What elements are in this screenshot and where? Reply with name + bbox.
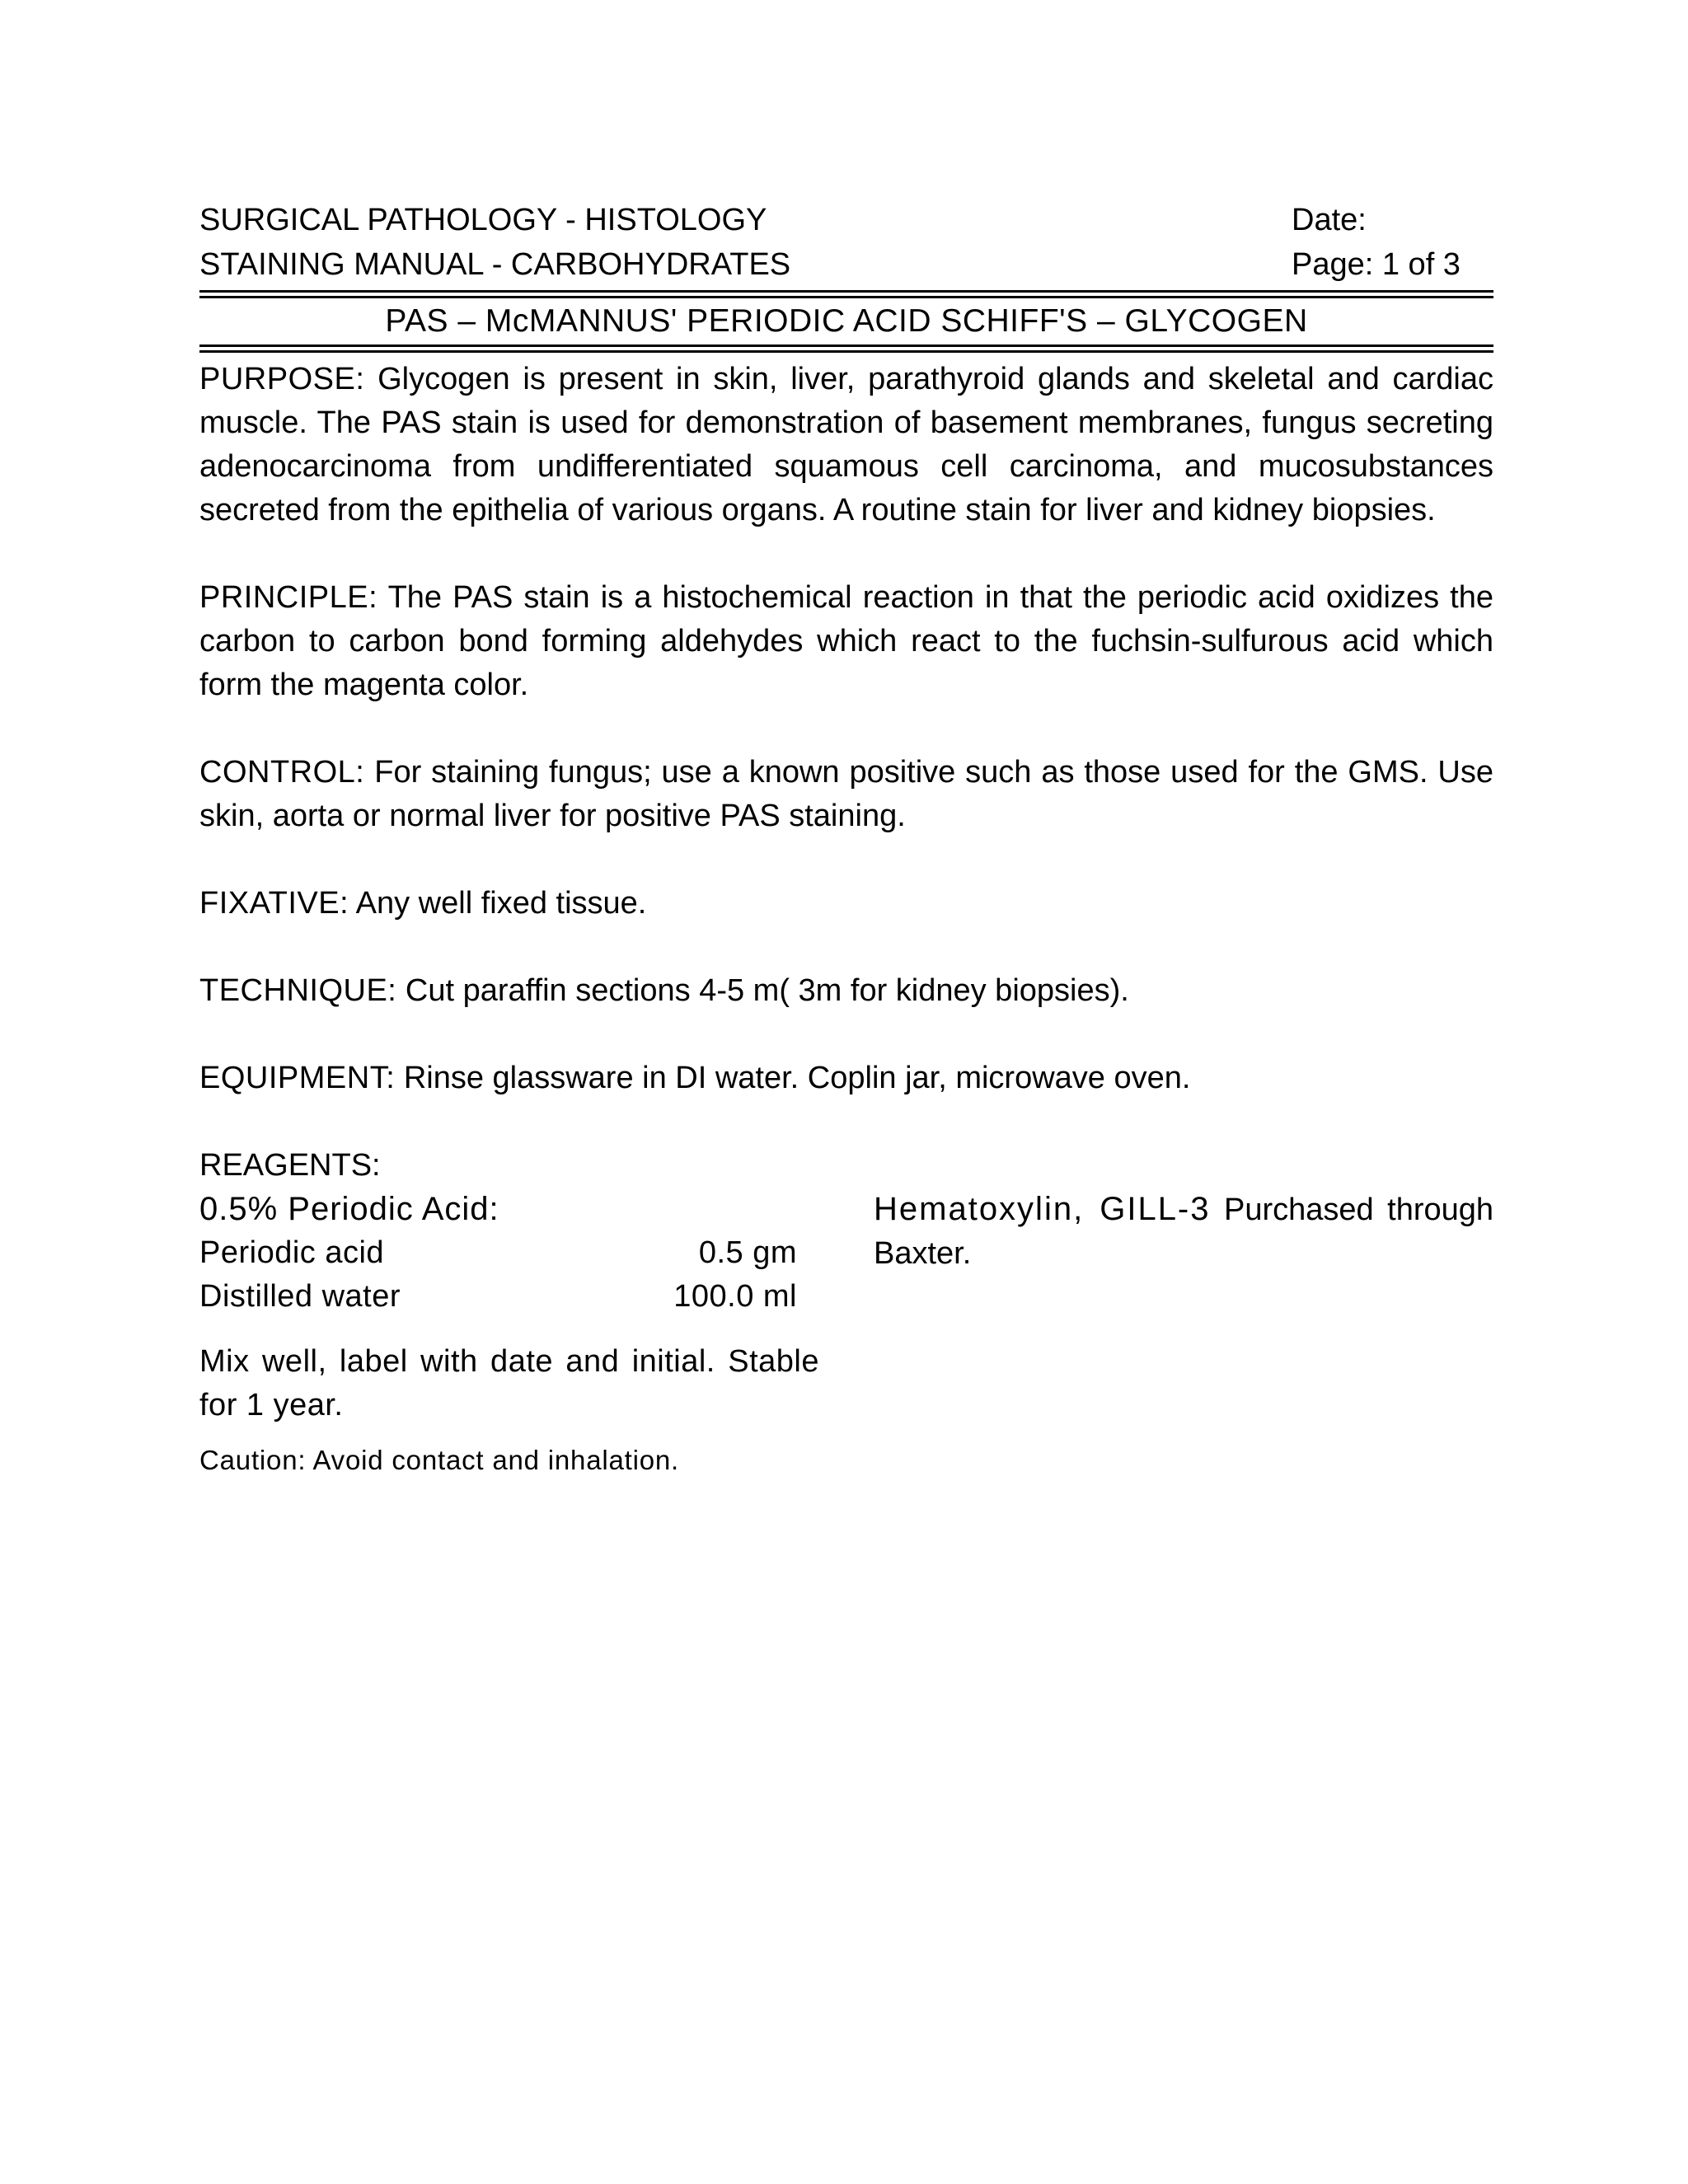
reagents-heading: REAGENTS: [199,1148,381,1183]
principle-text: The PAS stain is a histochemical reaction in that the periodic acid oxidizes the carbon to carbon bond forming aldehydes which react to the fuchsin-sulfurous acid which form the magenta color. [199,580,1494,702]
control-section [199,751,1493,838]
control-text: For staining fungus; use a known positive such as those used for the GMS. Use skin, aorta or normal liver for positive PAS staining. [199,755,1493,833]
periodic-acid-title: 0.5% Periodic Acid: [199,1191,499,1227]
control-label: CONTROL: [199,755,365,790]
principle-label: PRINCIPLE: [199,580,378,615]
title-top-rule [199,290,1493,298]
fixative-text: Any well fixed tissue. [355,886,647,921]
document-title: PAS – McMANNUS' PERIODIC ACID SCHIFF'S – GLYCOGEN [385,303,1308,339]
technique-label: TECHNIQUE: [199,973,397,1008]
equipment-label: EQUIPMENT: [199,1061,396,1095]
caution-note: Caution: Avoid contact and inhalation. [199,1445,680,1475]
hematoxylin-title: Hematoxylin, GILL-3 [874,1191,1211,1227]
hematoxylin-block [874,1188,1493,1276]
periodic-acid-reagent [199,1188,819,1479]
purpose-text: Glycogen is present in skin, liver, parathyroid glands and skeletal and cardiac muscle. The PAS stain is used for demonstration of basement membranes, fungus secreting adenocarcinoma from undifferentiated squamous cell carcinoma, and mucosubstances secreted from the epithelia of various organs. A routine stain for liver and kidney biopsies. [199,362,1493,527]
fixative-section [199,882,1493,926]
hematoxylin-reagent [874,1188,1493,1479]
reagent-name: Distilled water [199,1279,401,1314]
principle-section [199,576,1493,707]
reagent-name: Periodic acid [199,1235,385,1270]
reagent-row [199,1231,797,1275]
reagents-columns [199,1188,1493,1479]
header-row-1 [199,198,1493,242]
technique-section [199,969,1493,1013]
fixative-label: FIXATIVE: [199,886,349,921]
reagent-row [199,1275,797,1319]
header-manual: STAINING MANUAL - CARBOHYDRATES [199,247,791,282]
header-page-label: Page: 1 of 3 [1292,247,1461,282]
header-department: SURGICAL PATHOLOGY - HISTOLOGY [199,203,767,237]
header-date-label: Date: [1292,203,1367,237]
purpose-label: PURPOSE: [199,362,365,396]
equipment-text: Rinse glassware in DI water. Coplin jar, microwave oven. [403,1061,1191,1095]
mix-instructions: Mix well, label with date and initial. Stable for 1 year. [199,1344,819,1422]
purpose-section [199,358,1493,532]
document-page [199,198,1493,1479]
title-bottom-rule [199,344,1493,353]
technique-text: Cut paraffin sections 4-5 m( 3m for kidney biopsies). [405,973,1129,1008]
equipment-section [199,1057,1493,1100]
reagent-amount: 0.5 gm [698,1235,797,1270]
hematoxylin-text: Purchased through Baxter. [874,1193,1494,1271]
reagent-amount: 100.0 ml [673,1279,797,1314]
header-row-2 [199,242,1493,287]
